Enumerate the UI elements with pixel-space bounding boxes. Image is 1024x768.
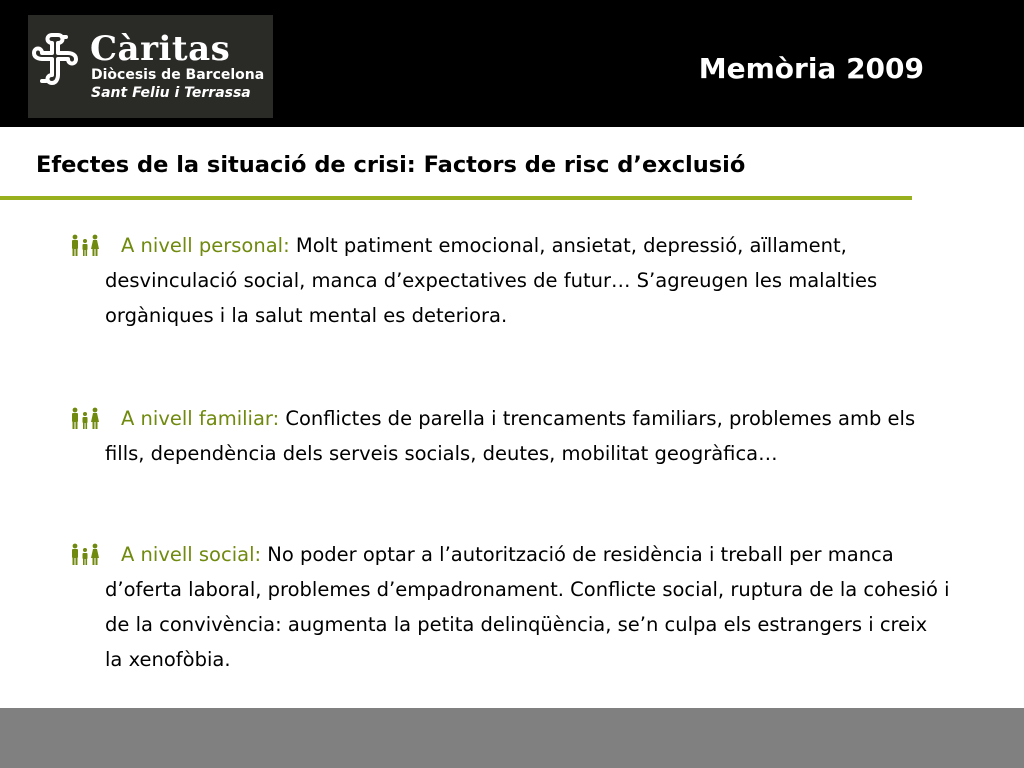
caritas-logo: [28, 15, 273, 118]
bullet-text: [70, 228, 950, 333]
logo-subtitle-1: Diòcesis de Barcelona: [91, 67, 265, 83]
bullet-line1: No poder optar a l’autorització de residència i treball per: [267, 543, 822, 566]
bullet-label: A nivell personal:: [121, 234, 290, 257]
cross-logo-icon: [32, 29, 84, 89]
people-icon: [70, 543, 108, 565]
bullet-rest: amb els fills, dependència dels serveis socials, deutes, mobilitat geogràfica…: [105, 407, 916, 465]
footer-bar: [0, 708, 1024, 768]
bullet-rest: manca d’oferta laboral, problemes d’empadronament. Conflicte social, ruptura de la cohesió i de la convivència: augmenta la petita delinqüència, se’n culpa els estrangers i creix la xenofòbia.: [105, 543, 950, 671]
logo-subtitle-2: Sant Feliu i Terrassa: [91, 85, 251, 101]
bullet-rest: aïllament, desvinculació social, manca d’expectatives de futur… S’agreugen les malalties orgàniques i la salut mental es deteriora.: [105, 234, 878, 327]
bullet-text: [70, 537, 950, 677]
bullet-line1: Molt patiment emocional, ansietat, depressió,: [295, 234, 744, 257]
logo-wordmark: Càritas: [90, 29, 231, 69]
slide-title: Efectes de la situació de crisi: Factors de risc d’exclusió: [36, 152, 746, 178]
bullet-familiar: [70, 401, 990, 471]
people-icon: [70, 407, 108, 429]
bullet-personal: [70, 228, 990, 333]
header-bar: [0, 0, 1024, 127]
people-icon: [70, 234, 108, 256]
bullet-text: [70, 401, 950, 471]
report-title: Memòria 2009: [698, 52, 924, 85]
bullet-line1: Conflictes de parella i trencaments familiars, problemes: [285, 407, 832, 430]
title-underline: [0, 196, 912, 200]
bullet-social: [70, 537, 990, 677]
bullet-label: A nivell social:: [121, 543, 262, 566]
bullet-label: A nivell familiar:: [121, 407, 280, 430]
